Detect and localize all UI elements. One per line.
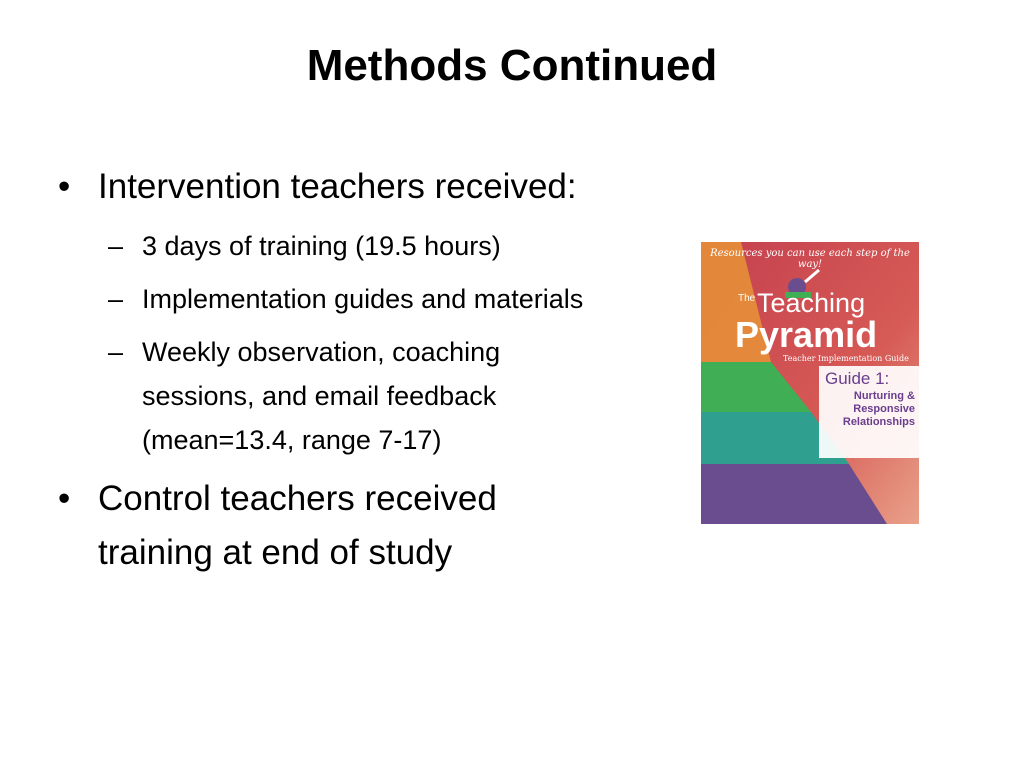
sub-bullet-dash: – [108,231,124,261]
cover-guide-title [819,390,915,429]
sub-bullet-dash: – [108,284,124,314]
guide-title-line: Responsive [853,403,915,415]
bullet-text: Control teachers received training at end of study [98,479,497,572]
bullet-item-intervention [58,160,618,214]
sub-bullet-guides [108,277,618,321]
sub-bullet-text: Weekly observation, coaching sessions, and email feedback (mean=13.4, range 7-17) [142,337,501,455]
sub-bullet-text: 3 days of training (19.5 hours) [142,231,501,261]
guide-title-line: Relationships [842,416,915,428]
bullet-dot: • [58,167,71,206]
cover-teaching: Teaching [757,288,866,318]
cover-the: The [738,293,756,304]
slide-title: Methods Continued [306,41,718,90]
sub-bullet-dash: – [108,337,124,367]
guide-title-line: Nurturing & [853,390,915,402]
bullet-text: Intervention teachers received: [98,167,577,206]
cover-subtitle: Teacher Implementation Guide [783,354,909,363]
sub-bullet-list [108,224,618,462]
teaching-pyramid-book-cover [701,242,919,524]
sub-bullet-observation [108,330,618,462]
bullet-list [58,160,618,580]
bullet-dot: • [58,479,71,518]
sub-bullet-training [108,224,618,268]
bullet-item-control [58,472,618,580]
cover-guide-number: Guide 1: [825,369,890,388]
sub-bullet-text: Implementation guides and materials [142,284,584,314]
cover-tagline: Resources you can use each step of the way! [710,248,910,270]
cover-pyramid: Pyramid [735,314,878,355]
